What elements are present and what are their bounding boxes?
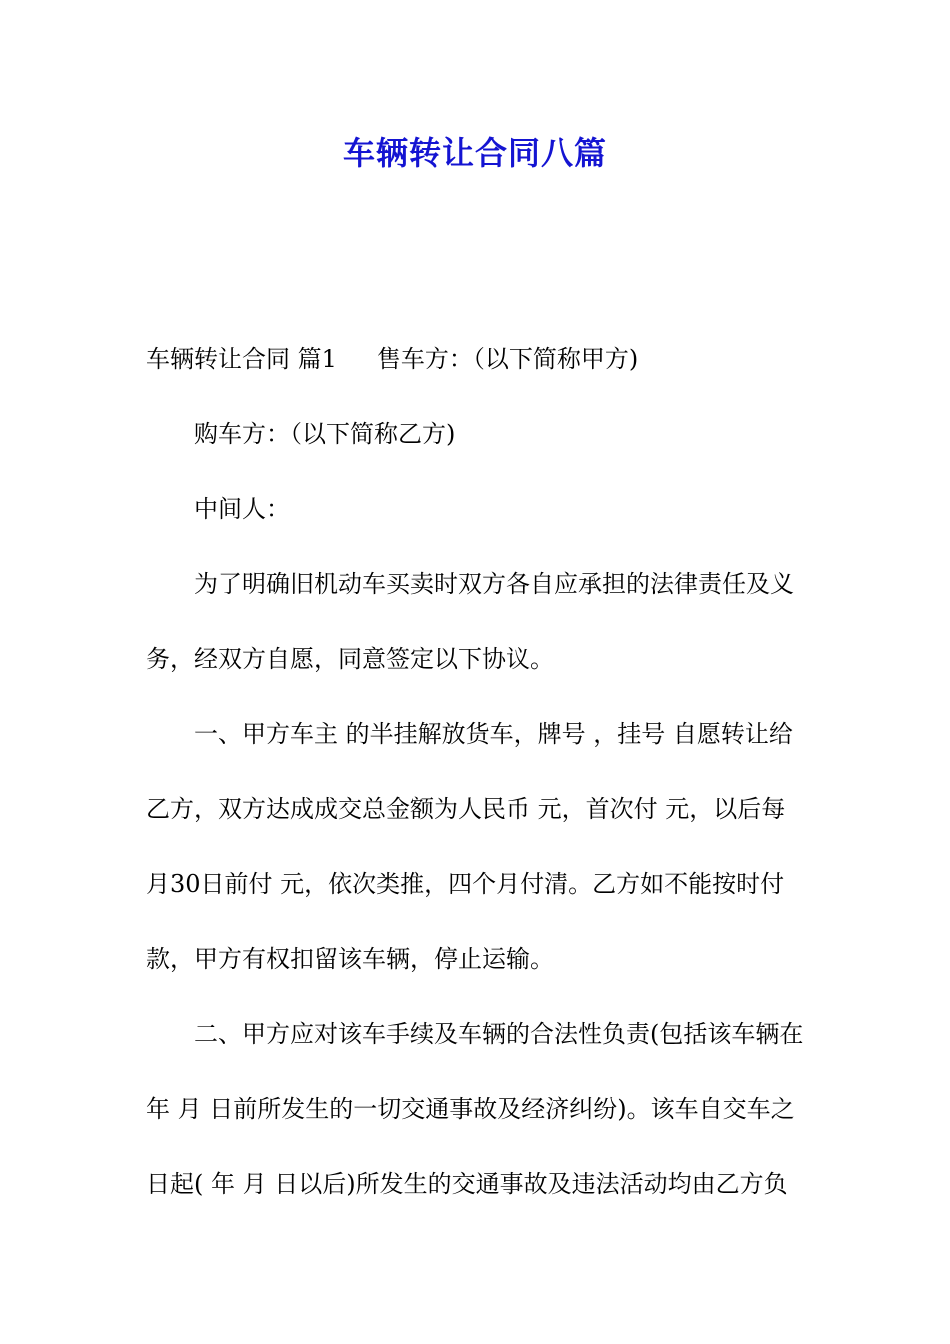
section-heading: 车辆转让合同 篇1 — [146, 345, 337, 373]
paragraph-line: 月30日前付 元，依次类推，四个月付清。乙方如不能按时付 — [146, 870, 785, 898]
paragraph-line: 年 月 日前所发生的一切交通事故及经济纠纷)。该车自交车之 — [146, 1095, 795, 1123]
paragraph-line: 乙方，双方达成成交总金额为人民币 元，首次付 元，以后每 — [146, 795, 786, 823]
paragraph-line: 务，经双方自愿，同意签定以下协议。 — [146, 645, 554, 673]
paragraph-line: 日起( 年 月 日以后)所发生的交通事故及违法活动均由乙方负 — [146, 1170, 788, 1198]
paragraph-line: 款，甲方有权扣留该车辆，停止运输。 — [146, 945, 554, 973]
buyer-line: 购车方：（以下简称乙方) — [194, 420, 456, 448]
paragraph-line: 一、甲方车主 的半挂解放货车，牌号 ，挂号 自愿转让给 — [194, 720, 793, 748]
paragraph-line: 为了明确旧机动车买卖时双方各自应承担的法律责任及义 — [194, 570, 794, 598]
heading-line — [146, 339, 638, 379]
seller-label: 售车方：（以下简称甲方) — [376, 345, 639, 373]
intermediary-line: 中间人： — [194, 495, 290, 523]
paragraph-line: 二、甲方应对该车手续及车辆的合法性负责(包括该车辆在 — [194, 1020, 804, 1048]
document-title: 车辆转让合同八篇 — [342, 134, 607, 172]
